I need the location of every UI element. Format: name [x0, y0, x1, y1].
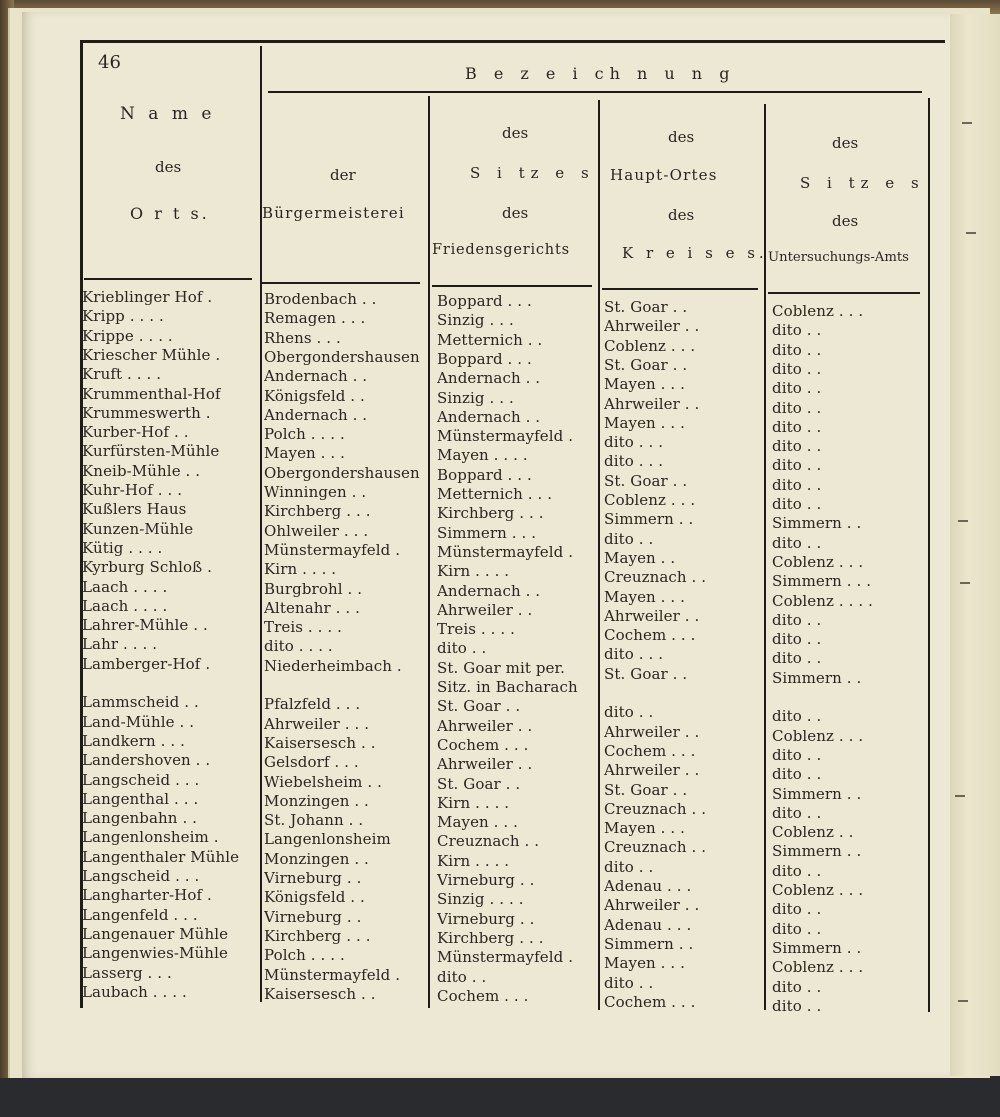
table-cell: St. Goar . . — [604, 780, 688, 799]
table-cell: dito . . — [772, 495, 822, 513]
header-name-1: N a m e — [120, 104, 216, 124]
page-mark — [955, 795, 965, 797]
table-cell: Langscheid . . . — [82, 770, 200, 789]
table-cell: Coblenz . . . — [604, 336, 696, 355]
table-cell: Coblenz . . . — [772, 881, 864, 899]
table-cell: Kurber-Hof . . — [82, 423, 189, 442]
table-cell: dito . . — [772, 630, 822, 649]
table-cell: Münstermayfeld . — [437, 948, 574, 967]
table-cell: Simmern . . — [772, 842, 862, 861]
table-cell: Lamberger-Hof . — [82, 654, 211, 673]
column-rule — [260, 46, 262, 1002]
table-cell: Virneburg . . — [437, 871, 535, 889]
page-mark — [960, 582, 970, 584]
table-cell: dito . . — [772, 919, 822, 938]
page-mark — [958, 1000, 968, 1002]
table-cell: Polch . . . . — [264, 425, 345, 444]
table-cell: Coblenz . . . — [772, 552, 864, 571]
table-cell: dito . . . — [604, 452, 664, 471]
header-kreis-1: des — [668, 128, 695, 146]
header-kreis-2: Haupt-Ortes — [610, 166, 718, 184]
table-cell: Ahrweiler . . — [604, 896, 700, 915]
table-cell: dito . . — [772, 610, 822, 629]
table-cell: dito . . — [772, 765, 822, 784]
table-cell: dito . . — [772, 996, 822, 1015]
table-cell: Kruft . . . . — [82, 365, 162, 384]
header-rule — [768, 292, 920, 294]
table-cell: Polch . . . . — [264, 946, 345, 965]
table-cell: dito . . — [772, 437, 822, 456]
table-cell: Langenbahn . . — [82, 809, 198, 828]
page-mark — [958, 520, 968, 522]
table-cell: Gelsdorf . . . — [264, 753, 359, 772]
table-cell: Land-Mühle . . — [82, 712, 195, 731]
table-cell: Langenthaler Mühle — [82, 847, 240, 866]
table-cell: dito . . — [604, 703, 654, 722]
table-cell: Simmern . . — [772, 784, 862, 803]
table-cell: Coblenz . . . — [772, 726, 864, 745]
table-cell: Kußlers Haus — [82, 500, 187, 519]
table-cell: Mayen . . . — [604, 587, 686, 606]
table-cell: dito . . — [772, 533, 822, 552]
header-fg-4: Friedensgerichts — [432, 242, 570, 258]
header-amt-2: S i tz e s — [800, 174, 925, 192]
header-fg-1: des — [502, 124, 529, 142]
table-cell: dito . . — [772, 900, 822, 919]
table-cell: Lammscheid . . — [82, 693, 199, 712]
table-cell: Ahrweiler . . — [604, 722, 700, 741]
table-cell: Lahr . . . . — [82, 635, 158, 654]
table-cell: dito . . — [772, 745, 822, 764]
table-cell: Creuznach . . — [604, 568, 707, 587]
table-cell: Mayen . . . — [604, 954, 686, 973]
table-cell: Monzingen . . — [264, 849, 369, 868]
table-cell: dito . . — [604, 973, 654, 992]
table-cell: Ahrweiler . . . — [264, 714, 370, 733]
table-cell: dito . . — [772, 398, 822, 417]
table-cell: Krummenthal-Hof — [82, 384, 221, 403]
header-amt-3: des — [832, 212, 859, 230]
table-cell: Ahrweiler . . — [437, 600, 533, 619]
table-cell: Lahrer-Mühle . . — [82, 616, 208, 635]
table-cell: Kirn . . . . — [437, 793, 510, 812]
table-cell: Königsfeld . . — [264, 386, 365, 405]
table-cell: Coblenz . . . — [604, 491, 696, 509]
table-cell: Mayen . . — [604, 548, 676, 567]
table-cell: dito . . — [437, 967, 487, 986]
table-cell: Adenau . . . — [604, 915, 692, 934]
table-cell: Brodenbach . . — [264, 290, 377, 308]
table-cell: dito . . — [772, 456, 822, 475]
table-cell: Wiebelsheim . . — [264, 772, 382, 791]
table-cell: Creuznach . . — [604, 838, 707, 857]
table-cell: Kirn . . . . — [437, 851, 510, 870]
table-cell: Langenfeld . . . — [82, 905, 198, 924]
table-cell: Kriescher Mühle . — [82, 345, 221, 364]
table-cell: dito . . — [772, 649, 822, 668]
table-cell: Krippe . . . . — [82, 326, 173, 345]
page-number: 46 — [98, 52, 121, 73]
table-cell: Kaisersesch . . — [264, 733, 376, 752]
header-rule — [84, 278, 252, 280]
table-cell: Münstermayfeld . — [437, 542, 574, 561]
table-cell: Münstermayfeld . — [437, 427, 574, 446]
table-cell: Königsfeld . . — [264, 888, 365, 907]
table-cell: Langenthal . . . — [82, 789, 199, 808]
table-cell: Monzingen . . — [264, 791, 369, 810]
frame-right-rule — [928, 98, 930, 1012]
table-cell: dito . . . — [604, 433, 664, 452]
table-cell: dito . . — [772, 379, 822, 398]
adjacent-page-edge — [945, 14, 1000, 1076]
table-cell: Niederheimbach . — [264, 656, 402, 675]
table-cell: Mayen . . . — [437, 813, 519, 832]
table-cell: Simmern . . — [772, 668, 862, 687]
table-cell: Münstermayfeld . — [264, 540, 401, 559]
table-cell: St. Goar . . — [604, 471, 688, 490]
table-cell: Treis . . . . — [264, 618, 342, 637]
table-cell: Kneib-Mühle . . — [82, 461, 201, 480]
header-rule — [262, 282, 420, 284]
table-cell: dito . . — [772, 340, 822, 359]
header-rule — [432, 285, 592, 287]
table-cell: St. Goar . . — [604, 664, 688, 683]
table-cell: St. Johann . . — [264, 811, 364, 830]
page-mark — [966, 232, 976, 234]
header-bm-1: der — [330, 166, 356, 184]
column-rule — [764, 104, 766, 1010]
header-amt-1: des — [832, 134, 859, 152]
table-cell: Kütig . . . . — [82, 538, 163, 557]
table-cell: Sitz. in Bacharach — [437, 678, 578, 696]
table-cell: dito . . — [772, 359, 822, 378]
table-cell: Kirchberg . . . — [264, 502, 371, 521]
header-fg-3: des — [502, 204, 529, 222]
table-cell: dito . . — [772, 707, 822, 726]
table-cell: Simmern . . . — [437, 523, 537, 542]
table-cell: Kirchberg . . . — [437, 928, 544, 947]
table-cell: Lasserg . . . — [82, 963, 172, 982]
table-cell: Obergondershausen — [264, 347, 420, 366]
bezeichnung-rule — [268, 91, 922, 93]
table-cell: Langenlonsheim . — [82, 828, 219, 847]
table-cell: Mayen . . . — [604, 413, 686, 432]
page-mark — [962, 122, 972, 124]
table-cell: Coblenz . . . — [772, 958, 864, 977]
table-cell: Andernach . . — [437, 369, 541, 388]
column-rule — [598, 100, 600, 1010]
table-cell: Langharter-Hof . — [82, 886, 212, 905]
background-surface — [0, 1078, 1000, 1117]
table-cell: Coblenz . . . — [772, 302, 864, 320]
table-cell: Metternich . . . — [437, 485, 553, 503]
table-cell: Virneburg . . — [437, 909, 535, 928]
table-cell: dito . . — [437, 639, 487, 658]
table-cell: Cochem . . . — [604, 992, 696, 1011]
table-cell: Kyrburg Schloß . — [82, 558, 213, 577]
table-cell: Boppard . . . — [437, 349, 532, 368]
table-cell: dito . . — [604, 857, 654, 876]
table-cell: Treis . . . . — [437, 620, 515, 639]
table-cell: Burgbrohl . . — [264, 579, 363, 598]
column-rule — [428, 96, 430, 1008]
table-cell: dito . . — [772, 861, 822, 880]
table-cell: Laach . . . . — [82, 577, 168, 596]
table-cell: Kirn . . . . — [437, 562, 510, 581]
table-cell: St. Goar . . — [604, 298, 688, 316]
table-cell: Obergondershausen — [264, 463, 420, 482]
table-cell: Landershoven . . — [82, 751, 211, 770]
table-cell: Simmern . . — [604, 510, 694, 529]
header-rule — [602, 288, 758, 290]
table-cell: Ahrweiler . . — [437, 716, 533, 735]
table-cell: dito . . — [772, 803, 822, 822]
header-kreis-3: des — [668, 206, 695, 224]
table-cell: Kunzen-Mühle — [82, 519, 194, 538]
table-cell: Mayen . . . . — [437, 446, 528, 465]
table-cell: Kurfürsten-Mühle — [82, 442, 220, 461]
table-cell: Virneburg . . — [264, 907, 362, 926]
table-cell: Cochem . . . — [437, 986, 529, 1005]
table-cell: Andernach . . — [264, 367, 368, 386]
table-cell: Langenwies-Mühle — [82, 944, 228, 963]
table-cell: Simmern . . — [772, 514, 862, 533]
table-cell: dito . . — [772, 417, 822, 436]
table-cell: dito . . — [604, 529, 654, 548]
table-cell: Andernach . . — [437, 581, 541, 600]
table-cell: Laubach . . . . — [82, 982, 187, 1001]
header-name-3: O r t s. — [130, 204, 210, 223]
table-cell: St. Goar . . — [437, 774, 521, 793]
table-cell: Ahrweiler . . — [604, 761, 700, 780]
table-cell: dito . . . — [604, 645, 664, 664]
table-cell: dito . . . . — [264, 637, 333, 656]
table-cell: Mayen . . . — [264, 444, 346, 463]
header-kreis-4: K r e i s e s. — [622, 244, 768, 262]
table-cell: Metternich . . — [437, 330, 543, 349]
table-cell: Sinzig . . . . — [437, 890, 524, 909]
table-cell: Creuznach . . — [604, 799, 707, 818]
frame-top-rule — [80, 40, 945, 43]
bezeichnung-heading: B e z e i ch n u n g — [465, 64, 736, 83]
table-cell: Ahrweiler . . — [437, 755, 533, 774]
table-cell: Kirchberg . . . — [264, 926, 371, 945]
table-cell: Altenahr . . . — [264, 598, 360, 617]
table-cell: Rhens . . . — [264, 328, 341, 347]
table-cell: Mayen . . . — [604, 375, 686, 394]
table-cell: Andernach . . — [437, 407, 541, 426]
table-cell: Sinzig . . . — [437, 311, 514, 330]
table-cell: Laach . . . . — [82, 596, 168, 615]
table-cell: Ahrweiler . . — [604, 606, 700, 625]
table-cell: Münstermayfeld . — [264, 965, 401, 984]
table-cell: Landkern . . . — [82, 731, 185, 750]
table-cell: dito . . — [772, 475, 822, 494]
table-cell: Kripp . . . . — [82, 307, 164, 326]
table-cell: Langenauer Mühle — [82, 924, 229, 943]
table-cell: Ohlweiler . . . — [264, 521, 369, 540]
table-cell: Adenau . . . — [604, 877, 692, 895]
header-bm-2: Bürgermeisterei — [262, 204, 405, 222]
table-cell: Simmern . . — [772, 938, 862, 957]
table-cell: Coblenz . . . . — [772, 591, 873, 610]
table-cell: dito . . — [772, 977, 822, 996]
header-fg-2: S i tz e s — [470, 164, 595, 182]
table-cell: Coblenz . . — [772, 823, 854, 842]
table-cell: Creuznach . . — [437, 832, 540, 851]
table-cell: Kirn . . . . — [264, 560, 337, 579]
table-cell: Remagen . . . — [264, 309, 366, 328]
table-cell: Cochem . . . — [437, 735, 529, 754]
table-cell: Andernach . . — [264, 405, 368, 424]
table-cell: dito . . — [772, 321, 822, 340]
table-cell: Langenlonsheim — [264, 830, 391, 849]
table-cell: Kaisersesch . . — [264, 984, 376, 1003]
table-cell: Virneburg . . — [264, 869, 362, 887]
table-cell: Krieblinger Hof . — [82, 288, 213, 306]
table-cell: Sinzig . . . — [437, 388, 514, 407]
table-cell: Simmern . . — [604, 934, 694, 953]
table-cell: Kirchberg . . . — [437, 504, 544, 523]
table-cell: St. Goar mit per. — [437, 658, 566, 677]
table-cell: Ahrweiler . . — [604, 317, 700, 336]
table-cell: Krummeswerth . — [82, 403, 211, 422]
table-cell: Simmern . . . — [772, 572, 872, 591]
table-cell: Cochem . . . — [604, 626, 696, 645]
table-cell: Mayen . . . — [604, 819, 686, 838]
table-cell: Boppard . . . — [437, 292, 532, 310]
table-cell: Langscheid . . . — [82, 867, 200, 885]
table-cell: Boppard . . . — [437, 465, 532, 484]
table-cell: St. Goar . . — [604, 355, 688, 374]
table-cell: Winningen . . — [264, 483, 367, 501]
table-cell: Ahrweiler . . — [604, 394, 700, 413]
table-cell: Kuhr-Hof . . . — [82, 481, 183, 499]
table-cell: Pfalzfeld . . . — [264, 695, 361, 714]
table-cell: St. Goar . . — [437, 697, 521, 716]
table-cell: Cochem . . . — [604, 741, 696, 760]
header-name-2: des — [155, 158, 182, 176]
header-amt-4: Untersuchungs-Amts — [768, 250, 909, 265]
